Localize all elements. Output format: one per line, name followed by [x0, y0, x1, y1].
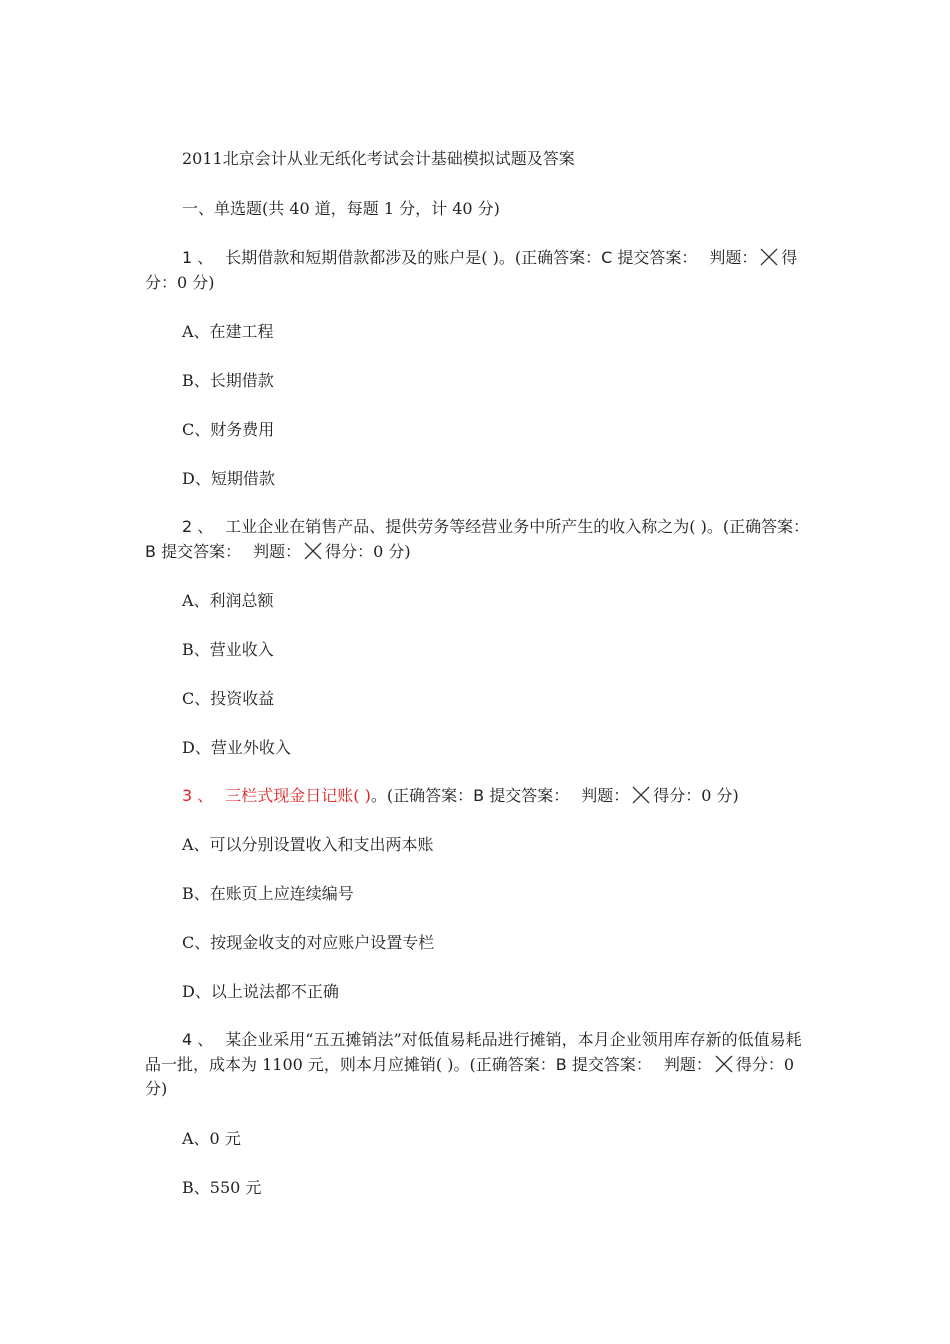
option-1b: B、长期借款: [182, 371, 274, 390]
question-stem: 工业企业在销售产品、提供劳务等经营业务中所产生的收入称之为( )。(: [225, 517, 730, 536]
option-2c: C、投资收益: [182, 689, 275, 708]
cross-icon: [631, 785, 651, 805]
page-title: [145, 147, 810, 172]
correct-answer-value: B: [555, 1054, 567, 1074]
judge-label: 判题：: [663, 1054, 712, 1074]
cross-icon: [759, 247, 779, 267]
option-4b: B、550 元: [182, 1178, 262, 1197]
option-3a: A、可以分别设置收入和支出两本账: [182, 835, 434, 854]
question-number: 1 、: [182, 248, 214, 267]
score-label: 得分：0 分): [653, 786, 739, 805]
judge-label: 判题：: [581, 786, 630, 805]
option-3b: B、在账页上应连续编号: [182, 884, 354, 903]
score-label: 得分：0 分): [325, 541, 411, 561]
cross-icon: [303, 541, 323, 561]
judge-label: 判题：: [709, 248, 758, 267]
judge-label: 判题：: [253, 541, 302, 561]
submitted-answer-label: 提交答案：: [617, 248, 698, 267]
cross-icon: [714, 1054, 734, 1074]
correct-answer-value: C: [601, 248, 613, 267]
score-label: 得分：0 分): [145, 248, 798, 292]
question-stem: 某企业采用“五五摊销法”对低值易耗品进行摊销，本月企业领用库存新的低值易耗品一批，成本为 1100 元，则本月应摊销( )。(: [145, 1030, 802, 1074]
option-2d: D、营业外收入: [182, 738, 291, 757]
question-4: [145, 1028, 810, 1102]
correct-answer-value: B: [145, 541, 156, 561]
option-3c: C、按现金收支的对应账户设置专栏: [182, 933, 435, 952]
option-2b: B、营业收入: [182, 640, 274, 659]
score-label: 得分：0 分): [145, 1054, 795, 1098]
correct-answer-label: 正确答案：: [729, 517, 810, 536]
question-number: 2 、: [182, 517, 214, 536]
option-2a: A、利润总额: [182, 591, 274, 610]
question-1: [145, 246, 810, 295]
correct-answer-value: B: [473, 786, 485, 805]
option-3d: D、以上说法都不正确: [182, 982, 339, 1001]
question-stem: 长期借款和短期借款都涉及的账户是( )。(: [225, 248, 522, 267]
question-stem-tail: 。(: [370, 786, 394, 805]
correct-answer-label: 正确答案：: [475, 1054, 556, 1074]
question-3: [145, 784, 810, 809]
correct-answer-label: 正确答案：: [393, 786, 474, 805]
option-1a: A、在建工程: [182, 322, 274, 341]
section-heading-text: 一、单选题(共 40 道，每题 1 分，计 40 分): [182, 199, 500, 218]
correct-answer-label: 正确答案：: [521, 248, 602, 267]
option-1c: C、财务费用: [182, 420, 275, 439]
question-2: [145, 515, 810, 564]
question-stem: 三栏式现金日记账( ): [225, 786, 371, 805]
submitted-answer-label: 提交答案：: [571, 1054, 652, 1074]
option-1d: D、短期借款: [182, 469, 275, 488]
submitted-answer-label: 提交答案：: [161, 541, 242, 561]
question-number: 3 、: [182, 786, 214, 805]
page-title-text: 2011北京会计从业无纸化考试会计基础模拟试题及答案: [182, 149, 575, 168]
question-number: 4 、: [182, 1030, 214, 1049]
section-heading: [145, 197, 810, 222]
submitted-answer-label: 提交答案：: [489, 786, 570, 805]
option-4a: A、0 元: [182, 1129, 241, 1148]
